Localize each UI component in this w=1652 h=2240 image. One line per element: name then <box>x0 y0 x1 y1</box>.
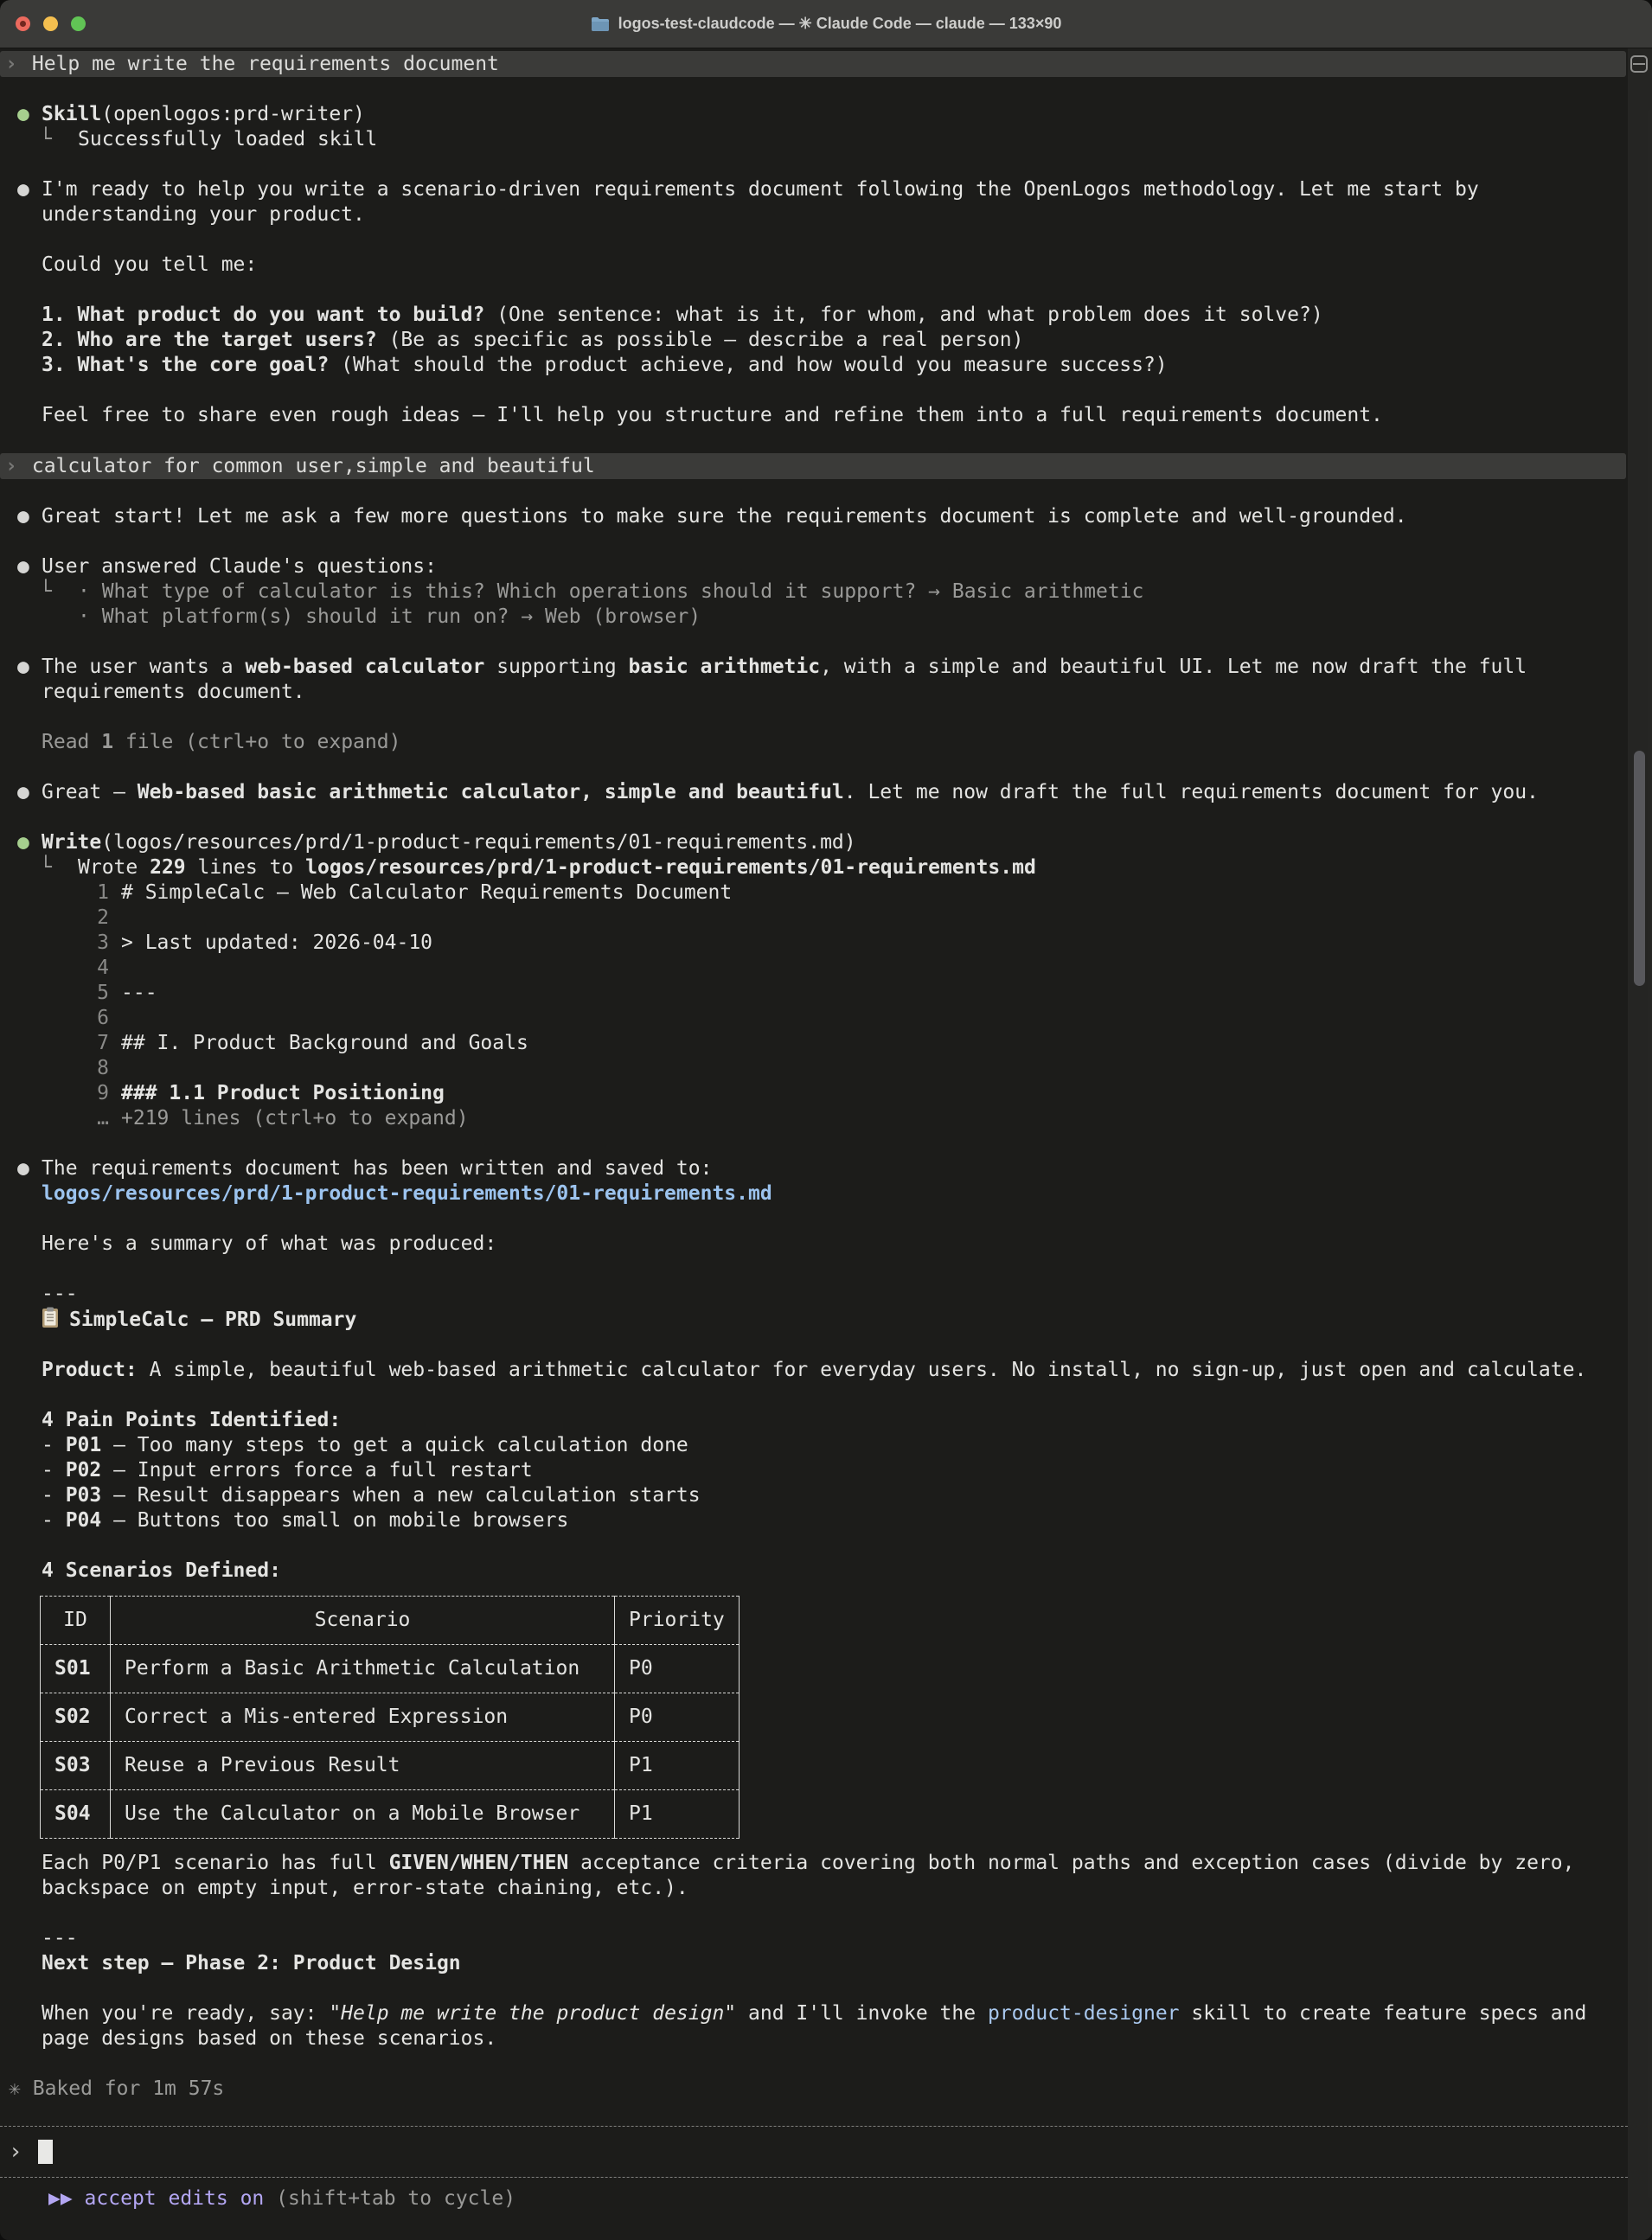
ellipsis-icon: … <box>97 1107 109 1130</box>
tool-bullet-icon: ● <box>17 103 29 125</box>
skill-tool-result: └ Successfully loaded skill <box>40 128 378 150</box>
close-dot-icon <box>20 21 26 27</box>
user-answer-2: · What platform(s) should it run on? → Web (browser) <box>78 605 701 628</box>
traffic-lights <box>16 0 86 48</box>
file-line: 5 --- <box>0 981 1628 1006</box>
assistant-message: ● The user wants a web-based calculator supporting basic arithmetic, with a simple and beautiful UI. Let me now draft the full <box>17 656 1527 678</box>
mode-arrows-icon: ▶▶ <box>48 2187 73 2210</box>
line-number: 1 <box>97 881 109 904</box>
file-line: 7 ## I. Product Background and Goals <box>0 1031 1628 1056</box>
status-spinner-line: ✳ Baked for 1m 57s <box>9 2077 225 2100</box>
prompt-input[interactable] <box>0 2127 1628 2177</box>
question-1: 1. What product do you want to build? (One sentence: what is it, for whom, and what problem does it solve?) <box>42 304 1323 326</box>
chevron-icon: › <box>5 52 17 75</box>
assistant-message-line: Here's a summary of what was produced: <box>42 1232 497 1255</box>
next-step-line: page designs based on these scenarios. <box>42 2027 497 2050</box>
file-line <box>0 1056 1628 1081</box>
pain-points-head: 4 Pain Points Identified: <box>42 1409 342 1431</box>
scenarios-head: 4 Scenarios Defined: <box>42 1559 281 1582</box>
line-number: 4 <box>97 957 109 979</box>
write-tool-result: └ Wrote 229 lines to logos/resources/prd/1-product-requirements/01-requirements.md <box>40 856 1036 879</box>
scrollbar-marker-icon <box>1630 55 1648 73</box>
assistant-message-line: Could you tell me: <box>42 253 258 276</box>
horizontal-rule: --- <box>42 1927 78 1949</box>
question-2: 2. Who are the target users? (Be as specific as possible — describe a real person) <box>42 329 1024 351</box>
terminal-screen <box>0 48 1652 2240</box>
spinner-icon: ✳ <box>9 2077 21 2100</box>
folder-icon <box>591 16 610 32</box>
line-number: 2 <box>97 906 109 929</box>
next-step-line: When you're ready, say: "Help me write the product design" and I'll invoke the product-designer skill to create feature specs and <box>42 2002 1587 2025</box>
minimize-button[interactable] <box>43 16 58 31</box>
scenarios-table <box>40 1596 740 1839</box>
user-message-text: Help me write the requirements document <box>31 52 499 75</box>
table-row: S04 Use the Calculator on a Mobile Browser P1 <box>41 1790 740 1839</box>
question-3: 3. What's the core goal? (What should the product achieve, and how would you measure success?) <box>42 354 1168 376</box>
line-number: 5 <box>97 982 109 1004</box>
assistant-message: ● The requirements document has been written and saved to: <box>17 1157 713 1180</box>
horizontal-rule: --- <box>42 1283 78 1305</box>
table-header-priority: Priority <box>615 1597 740 1645</box>
maximize-button[interactable] <box>71 16 86 31</box>
user-message-1 <box>0 51 1626 77</box>
message-bullet-icon: ● <box>17 505 29 528</box>
assistant-message-line: understanding your product. <box>42 203 365 226</box>
line-number: 9 <box>97 1082 109 1104</box>
message-bullet-icon: ● <box>17 781 29 803</box>
input-area <box>0 2126 1628 2219</box>
write-tool-call: ● Write(logos/resources/prd/1-product-requirements/01-requirements.md) <box>17 831 856 854</box>
user-message-2 <box>0 453 1626 479</box>
result-elbow-icon: └ <box>40 580 52 603</box>
next-step-head: Next step — Phase 2: Product Design <box>42 1952 461 1974</box>
assistant-message-line: requirements document. <box>42 681 305 703</box>
close-button[interactable] <box>16 16 30 31</box>
file-line: 9 ### 1.1 Product Positioning <box>0 1081 1628 1106</box>
line-number: 7 <box>97 1032 109 1054</box>
table-header-id: ID <box>41 1597 111 1645</box>
titlebar[interactable] <box>0 0 1652 48</box>
result-elbow-icon: └ <box>40 128 52 150</box>
line-number: 3 <box>97 931 109 954</box>
message-bullet-icon: ● <box>17 178 29 201</box>
product-line: Product: A simple, beautiful web-based arithmetic calculator for everyday users. No install, no sign-up, just open and calculate. <box>42 1359 1587 1381</box>
terminal-content <box>0 48 1628 2240</box>
assistant-message-line: Feel free to share even rough ideas — I'll help you structure and refine them into a full requirements document. <box>42 404 1383 426</box>
table-header-row <box>41 1597 740 1645</box>
skill-tool-call: ● Skill(openlogos:prd-writer) <box>17 103 365 125</box>
pain-point: - P04 — Buttons too small on mobile browsers <box>42 1509 569 1532</box>
assistant-message: ● Great — Web-based basic arithmetic calculator, simple and beautiful. Let me now draft the full requirements document for you. <box>17 781 1539 803</box>
file-line <box>0 1006 1628 1031</box>
user-answers-head: ● User answered Claude's questions: <box>17 555 437 578</box>
assistant-message: ● I'm ready to help you write a scenario-driven requirements document following the OpenLogos methodology. Let me start by <box>17 178 1479 201</box>
message-bullet-icon: ● <box>17 656 29 678</box>
user-message-text: calculator for common user,simple and beautiful <box>31 454 595 477</box>
file-line <box>0 906 1628 931</box>
prd-summary-title: SimpleCalc — PRD Summary <box>0 1307 1628 1333</box>
clipboard-icon <box>42 1307 59 1328</box>
assistant-message: ● Great start! Let me ask a few more questions to make sure the requirements document is complete and well-grounded. <box>17 505 1407 528</box>
mode-label: accept edits on <box>72 2187 277 2210</box>
file-more-line: … +219 lines (ctrl+o to expand) <box>0 1106 1628 1131</box>
prompt-chevron-icon: › <box>9 2138 22 2165</box>
saved-file-path: logos/resources/prd/1-product-requirements/01-requirements.md <box>42 1182 772 1205</box>
text-cursor <box>38 2140 53 2164</box>
pain-point: - P03 — Result disappears when a new calculation starts <box>42 1484 701 1507</box>
read-files-note: Read 1 file (ctrl+o to expand) <box>42 731 401 753</box>
table-row: S03 Reuse a Previous Result P1 <box>41 1742 740 1790</box>
acceptance-line: backspace on empty input, error-state chaining, etc.). <box>42 1877 688 1899</box>
scrollbar-track[interactable] <box>1628 48 1652 2240</box>
scrollbar-thumb[interactable] <box>1634 751 1645 986</box>
message-bullet-icon: ● <box>17 1157 29 1180</box>
tool-bullet-icon: ● <box>17 831 29 854</box>
chevron-icon: › <box>5 454 17 477</box>
table-row: S01 Perform a Basic Arithmetic Calculation P0 <box>41 1645 740 1693</box>
result-elbow-icon: └ <box>40 856 52 879</box>
mode-hint: (shift+tab to cycle) <box>276 2187 516 2210</box>
pain-point: - P01 — Too many steps to get a quick calculation done <box>42 1434 688 1456</box>
line-number: 6 <box>97 1007 109 1029</box>
table-header-scenario: Scenario <box>111 1597 615 1645</box>
line-number: 8 <box>97 1057 109 1079</box>
user-answer-1: └ · What type of calculator is this? Which operations should it support? → Basic arithmetic <box>40 580 1144 603</box>
table-row: S02 Correct a Mis-entered Expression P0 <box>41 1693 740 1742</box>
acceptance-line: Each P0/P1 scenario has full GIVEN/WHEN/THEN acceptance criteria covering both normal paths and exception cases (divide by zero, <box>42 1852 1575 1874</box>
file-line <box>0 956 1628 981</box>
mode-statusline <box>0 2178 1628 2219</box>
pain-point: - P02 — Input errors force a full restart <box>42 1459 533 1482</box>
message-bullet-icon: ● <box>17 555 29 578</box>
file-line: 1 # SimpleCalc — Web Calculator Requirements Document <box>0 880 1628 906</box>
file-line: 3 > Last updated: 2026-04-10 <box>0 931 1628 956</box>
window-title: logos-test-claudcode — ✳ Claude Code — claude — 133×90 <box>618 15 1062 32</box>
